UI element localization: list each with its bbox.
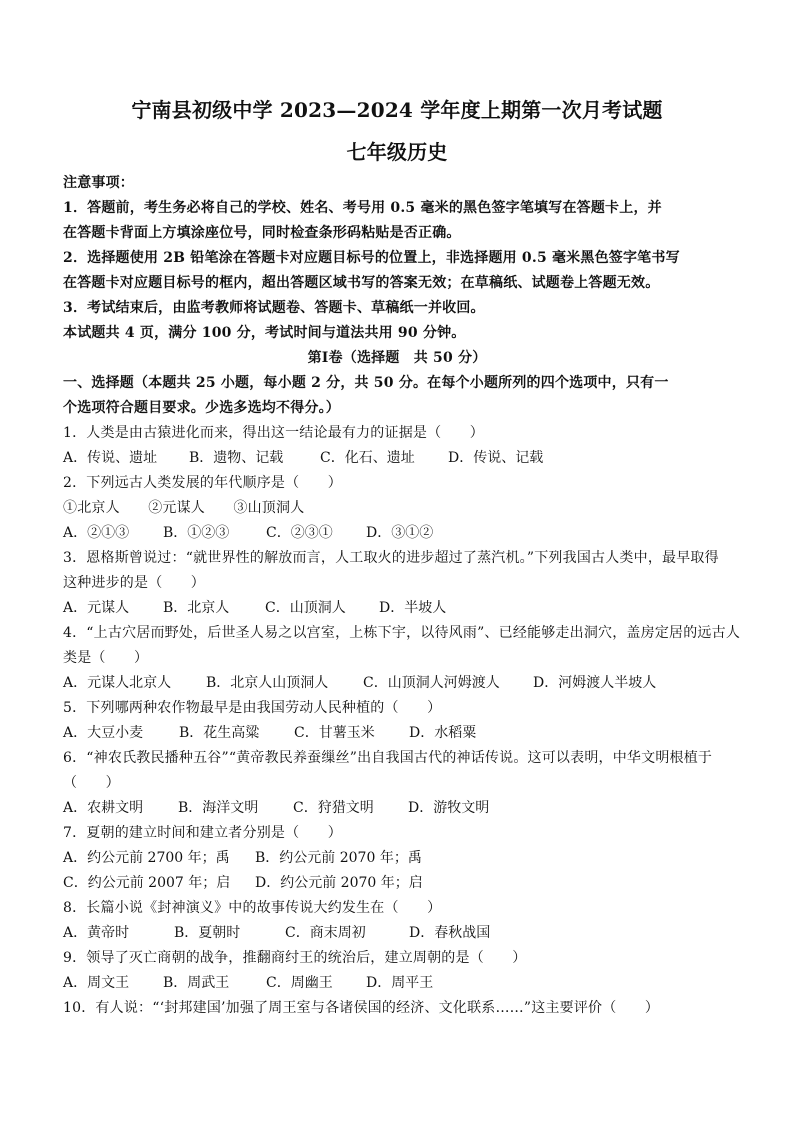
notice-line: 在答题卡背面上方填涂座位号，同时检查条形码粘贴是否正确。: [63, 225, 461, 241]
option-a: A．大豆小麦: [63, 725, 144, 741]
question-stem: ①北京人 ②元谋人 ③山顶洞人: [63, 500, 305, 516]
option-d: D．③①②: [366, 525, 434, 541]
option-c: C．山顶洞人河姆渡人: [363, 675, 500, 691]
option-d: D．周平王: [366, 975, 434, 991]
question-stem: 2．下列远古人类发展的年代顺序是（ ）: [63, 475, 342, 491]
question-stem: 1．人类是由古猿进化而来，得出这一结论最有力的证据是（ ）: [63, 425, 484, 441]
question-stem: 这种进步的是（ ）: [63, 575, 205, 591]
question-stem: （ ）: [63, 775, 120, 791]
question-stem: 3．恩格斯曾说过：“就世界性的解放而言，人工取火的进步超过了蒸汽机。”下列我国古人类中，最早取得: [63, 550, 719, 566]
exam-title: 宁南县初级中学 2023—2024 学年度上期第一次月考试题: [131, 98, 663, 122]
option-a: A．传说、遗址: [63, 450, 158, 466]
option-c: C．②③①: [266, 525, 333, 541]
option-b: B．北京人: [163, 600, 230, 616]
exam-summary: 本试题共 4 页，满分 100 分，考试时间与道法共用 90 分钟。: [63, 325, 466, 341]
option-c: C．周幽王: [266, 975, 333, 991]
option-d: D．春秋战国: [409, 925, 491, 941]
option-d: D．水稻粟: [409, 725, 477, 741]
option-c: C．约公元前 2007 年；启: [63, 875, 231, 891]
option-b: B．周武王: [163, 975, 230, 991]
option-a: A．元谋人北京人: [63, 675, 172, 691]
option-d: D．游牧文明: [408, 800, 490, 816]
notice-heading: 注意事项：: [63, 175, 134, 191]
question-stem: 4．“上古穴居而野处，后世圣人易之以宫室，上栋下宇，以待风雨”、已经能够走出洞穴，盖房定居的远古人: [63, 625, 741, 641]
option-b: B．北京人山顶洞人: [206, 675, 329, 691]
option-b: B．①②③: [163, 525, 230, 541]
notice-line: 2．选择题使用 2B 铅笔涂在答题卡对应题目标号的位置上，非选择题用 0.5 毫米黑色签字笔书写: [63, 250, 680, 266]
option-d: D．约公元前 2070 年；启: [255, 875, 423, 891]
option-a: A．约公元前 2700 年；禹: [63, 850, 230, 866]
option-c: C．狩猎文明: [293, 800, 374, 816]
notice-line: 在答题卡对应题目标号的框内，超出答题区域书写的答案无效；在草稿纸、试题卷上答题无效。: [63, 275, 660, 291]
question-stem: 7．夏朝的建立时间和建立者分别是（ ）: [63, 825, 342, 841]
option-c: C．商末周初: [285, 925, 366, 941]
option-d: D．半坡人: [379, 600, 447, 616]
option-b: B．花生高粱: [179, 725, 260, 741]
section-intro: 一、选择题（本题共 25 小题，每小题 2 分，共 50 分。在每个小题所列的四个选项中，只有一: [63, 375, 669, 391]
option-b: B．海洋文明: [178, 800, 259, 816]
question-stem: 6．“神农氏教民播种五谷”“黄帝教民养蚕缫丝”出自我国古代的神话传说。这可以表明，中华文明根植于: [63, 750, 713, 766]
section-title: 第Ⅰ卷（选择题 共 50 分）: [307, 350, 487, 366]
question-stem: 8．长篇小说《封神演义》中的故事传说大约发生在（ ）: [63, 900, 442, 916]
option-b: B．遗物、记载: [189, 450, 284, 466]
option-c: C．山顶洞人: [265, 600, 346, 616]
option-d: D．传说、记载: [448, 450, 544, 466]
option-d: D．河姆渡人半坡人: [533, 675, 657, 691]
option-a: A．周文王: [63, 975, 130, 991]
question-stem: 10．有人说：“‘封邦建国’加强了周王室与各诸侯国的经济、文化联系……”这主要评价（ ）: [63, 1000, 660, 1016]
notice-line: 3．考试结束后，由监考教师将试题卷、答题卡、草稿纸一并收回。: [63, 300, 485, 316]
option-b: B．夏朝时: [174, 925, 241, 941]
option-a: A．农耕文明: [63, 800, 144, 816]
option-b: B．约公元前 2070 年；禹: [255, 850, 422, 866]
section-intro: 个选项符合题目要求。少选多选均不得分。）: [63, 400, 340, 416]
option-a: A．②①③: [63, 525, 130, 541]
question-stem: 9．领导了灭亡商朝的战争，推翻商纣王的统治后，建立周朝的是（ ）: [63, 950, 527, 966]
option-c: C．化石、遗址: [320, 450, 415, 466]
question-stem: 类是（ ）: [63, 650, 149, 666]
option-a: A．黄帝时: [63, 925, 130, 941]
exam-subject: 七年级历史: [346, 140, 448, 164]
option-a: A．元谋人: [63, 600, 130, 616]
notice-line: 1．答题前，考生务必将自己的学校、姓名、考号用 0.5 毫米的黑色签字笔填写在答题卡上，并: [63, 200, 662, 216]
option-c: C．甘薯玉米: [294, 725, 375, 741]
question-stem: 5．下列哪两种农作物最早是由我国劳动人民种植的（ ）: [63, 700, 442, 716]
